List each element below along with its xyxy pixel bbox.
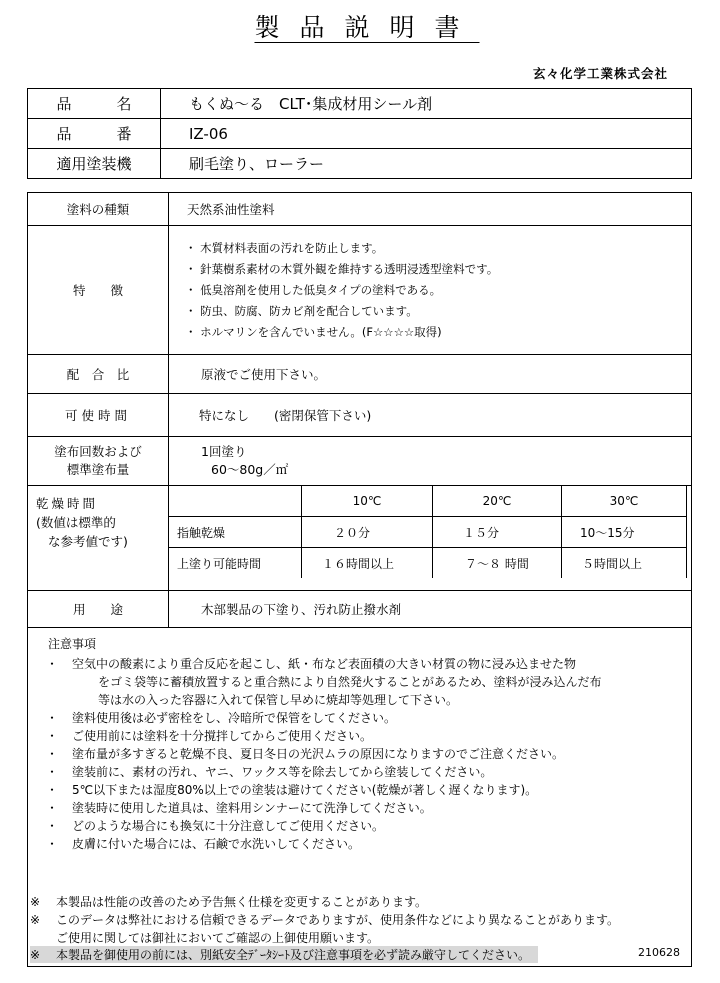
- feature-item: ・ 防虫、防腐、防カビ剤を配合しています。: [185, 303, 418, 318]
- pot-life-label: 可使時間: [28, 394, 169, 437]
- product-number-label: 品 番: [28, 119, 161, 149]
- precaution-text: 空気中の酸素により重合反応を起こし、紙・布など表面積の大きい材質の物に浸み込ませた物: [72, 657, 577, 671]
- coats-row: [28, 437, 692, 486]
- touch-dry-30c: 10～15分: [562, 517, 687, 548]
- paint-type-row: [28, 193, 692, 226]
- recoat-row: [169, 548, 687, 579]
- precaution-item: [46, 817, 384, 835]
- product-name-value: もくぬ～る CLT･集成材用シール剤: [161, 89, 692, 119]
- precaution-text: 塗装時に使用した道具は、塗料用シンナーにて洗浄してください。: [72, 801, 432, 815]
- asterisk-mark: ※: [30, 948, 41, 962]
- spec-table: [27, 192, 692, 628]
- recoat-20c: ７～８ 時間: [433, 548, 562, 579]
- touch-dry-20c: １５分: [433, 517, 562, 548]
- precaution-item: [46, 745, 564, 763]
- precaution-text: 塗料使用後は必ず密栓をし、冷暗所で保管をしてください。: [72, 711, 397, 725]
- feature-item: ・ 低臭溶剤を使用した低臭タイプの塗料である。: [185, 282, 442, 297]
- pot-life-row: [28, 394, 692, 437]
- temp-10c: 10℃: [302, 486, 433, 517]
- precaution-item: [46, 781, 537, 799]
- coats-label-line: 標準塗布量: [66, 462, 130, 477]
- document-code: 210628: [638, 946, 680, 959]
- coats-label: [28, 437, 169, 486]
- drying-time-label: [28, 486, 169, 591]
- application-method-value: 刷毛塗り、ローラー: [161, 149, 692, 179]
- usage-label: 用 途: [28, 591, 169, 628]
- precaution-item: [46, 709, 396, 727]
- bullet: ・: [46, 819, 59, 833]
- precaution-text: どのような場合にも換気に十分注意してご使用ください。: [72, 819, 385, 833]
- bullet: ・: [46, 837, 59, 851]
- precaution-text: 皮膚に付いた場合には、石鹸で水洗いしてください。: [72, 837, 361, 851]
- precaution-item: [46, 799, 432, 817]
- document-title: 製品説明書: [254, 13, 480, 42]
- footer-note-continuation: ご使用に関しては御社においてご確認の上御使用願います。: [56, 931, 380, 945]
- temp-30c: 30℃: [562, 486, 687, 517]
- footer-note: [30, 911, 619, 928]
- drying-time-cell: [169, 486, 692, 591]
- precaution-text: 塗装前に、素材の汚れ、ヤニ、ワックス等を除去してから塗装してください。: [72, 765, 493, 779]
- paint-type-label: 塗料の種類: [28, 193, 169, 226]
- asterisk-mark: ※: [30, 913, 41, 927]
- precaution-item: [46, 835, 360, 853]
- precaution-text: ご使用前には塗料を十分撹拌してからご使用ください。: [72, 729, 373, 743]
- bullet: ・: [46, 801, 59, 815]
- footer-text: このデータは弊社における信頼できるデータでありますが、使用条件などにより異なることがあります。: [56, 913, 620, 927]
- product-name-label: 品 名: [28, 89, 161, 119]
- touch-dry-row: [169, 517, 687, 548]
- product-info-table: [27, 88, 692, 179]
- drying-header-blank: [169, 486, 302, 517]
- touch-dry-label: 指触乾燥: [169, 517, 302, 548]
- coats-value: [169, 437, 692, 486]
- feature-item: ・ 針葉樹系素材の木質外観を維持する透明浸透型塗料です。: [185, 261, 499, 276]
- feature-item: ・ 木質材料表面の汚れを防止します。: [185, 240, 384, 255]
- bullet: ・: [46, 657, 59, 671]
- precautions-title: 注意事項: [48, 637, 97, 651]
- product-name-row: [28, 89, 692, 119]
- temp-20c: 20℃: [433, 486, 562, 517]
- coats-label-line: 塗布回数および: [54, 444, 142, 459]
- precaution-item: [46, 655, 576, 673]
- bullet: ・: [46, 711, 59, 725]
- touch-dry-10c: ２０分: [302, 517, 433, 548]
- coats-value-line: 1回塗り: [201, 444, 247, 459]
- drying-label-line: な参考値です): [48, 534, 128, 549]
- footer-text: 本製品は性能の改善のため予告無く仕様を変更することがあります。: [56, 895, 428, 909]
- company-name: 玄々化学工業株式会社: [532, 66, 668, 81]
- recoat-30c: ５時間以上: [562, 548, 687, 579]
- bullet: ・: [46, 729, 59, 743]
- footer-note-highlighted: [30, 946, 538, 963]
- precaution-item: [46, 763, 492, 781]
- recoat-10c: １６時間以上: [302, 548, 433, 579]
- features-label: 特 徴: [28, 226, 169, 355]
- precaution-continuation: 等は水の入った容器に入れて保管し早めに焼却等処理して下さい。: [98, 693, 459, 707]
- features-list: [183, 238, 691, 343]
- product-number-value: IZ-06: [161, 119, 692, 149]
- mix-ratio-value: 原液でご使用下さい。: [169, 355, 692, 394]
- asterisk-mark: ※: [30, 895, 41, 909]
- precaution-continuation: をゴミ袋等に蓄積放置すると重合熱により自然発火することがあるため、塗料が浸み込んだ布: [98, 675, 602, 689]
- mix-ratio-row: [28, 355, 692, 394]
- drying-label-line: 乾燥時間: [36, 496, 99, 511]
- bullet: ・: [46, 765, 59, 779]
- drying-time-table: [169, 486, 687, 578]
- features-value: [169, 226, 692, 355]
- paint-type-value: 天然系油性塗料: [169, 193, 692, 226]
- pot-life-value: 特になし (密閉保管下さい): [169, 394, 692, 437]
- feature-item: ・ ホルマリンを含んでいません。(F☆☆☆☆取得): [185, 324, 442, 339]
- drying-header-row: [169, 486, 687, 517]
- usage-value: 木部製品の下塗り、汚れ防止撥水剤: [169, 591, 692, 628]
- drying-time-row: [28, 486, 692, 591]
- footer-note: [30, 893, 427, 910]
- precaution-text: 5℃以下または湿度80%以上での塗装は避けてください(乾燥が著しく遅くなります)。: [72, 783, 538, 797]
- precaution-text: 塗布量が多すぎると乾燥不良、夏日冬日の光沢ムラの原因になりますのでご注意ください。: [72, 747, 565, 761]
- precaution-item: [46, 727, 372, 745]
- recoat-label: 上塗り可能時間: [169, 548, 302, 579]
- bullet: ・: [46, 747, 59, 761]
- product-number-row: [28, 119, 692, 149]
- drying-label-line: (数値は標準的: [36, 515, 116, 530]
- application-method-row: [28, 149, 692, 179]
- footer-text: 本製品を御使用の前には、別紙安全ﾃﾞｰﾀｼｰﾄ及び注意事項を必ず読み厳守してください。: [56, 948, 531, 962]
- features-row: [28, 226, 692, 355]
- application-method-label: 適用塗装機: [28, 149, 161, 179]
- mix-ratio-label: 配 合 比: [28, 355, 169, 394]
- coats-value-line: 60～80g／㎡: [211, 462, 289, 477]
- bullet: ・: [46, 783, 59, 797]
